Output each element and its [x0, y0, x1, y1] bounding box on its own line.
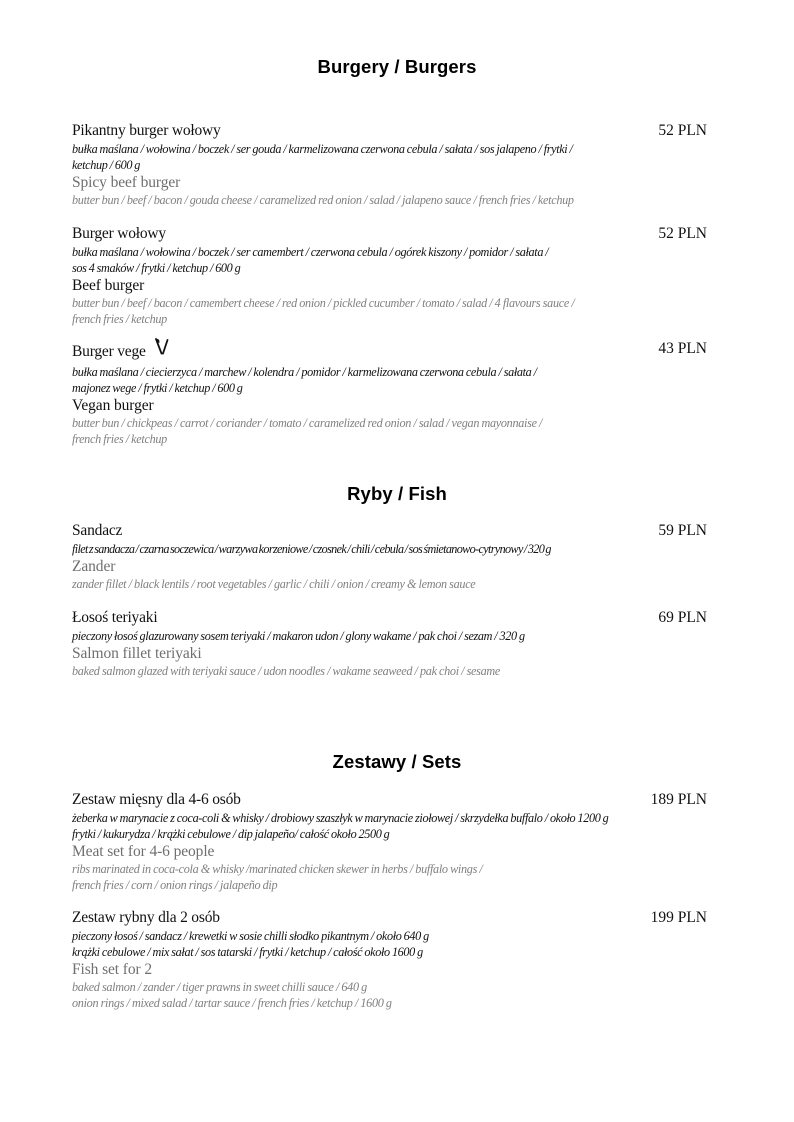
- vegan-icon: [155, 338, 169, 360]
- item-name: Burger vege: [72, 343, 146, 360]
- item-name-en: Zander: [72, 558, 116, 575]
- item-description-pl: bułka maślana / wołowina / boczek / ser camembert / czerwona cebula / ogórek kiszony / pomidor / sałata /: [72, 245, 549, 259]
- item-description-pl: ketchup / 600 g: [72, 158, 141, 172]
- item-description-en: french fries / corn / onion rings / jalapeño dip: [72, 878, 278, 892]
- menu-item-fish-set: [72, 909, 742, 1014]
- item-description-en: butter bun / beef / bacon / gouda cheese / caramelized red onion / salad / jalapeno sauce / french fries / ketchup: [72, 193, 574, 207]
- item-description-pl: pieczony łosoś glazurowany sosem teriyaki / makaron udon / glony wakame / pak choi / sezam / 320 g: [72, 629, 525, 643]
- item-description-en: french fries / ketchup: [72, 432, 167, 446]
- item-price: 199 PLN: [650, 909, 707, 926]
- item-description-en: baked salmon / zander / tiger prawns in sweet chilli sauce / 640 g: [72, 980, 367, 994]
- item-description-pl: majonez wege / frytki / ketchup / 600 g: [72, 381, 243, 395]
- item-description-pl: krążki cebulowe / mix sałat / sos tatarski / frytki / ketchup / całość około 1600 g: [72, 945, 423, 959]
- item-name-en: Beef burger: [72, 277, 145, 294]
- item-name: Zestaw rybny dla 2 osób: [72, 909, 220, 926]
- item-name-en: Spicy beef burger: [72, 174, 181, 191]
- item-name: Łosoś teriyaki: [72, 609, 158, 626]
- item-name: Zestaw mięsny dla 4-6 osób: [72, 791, 241, 808]
- item-description-pl: frytki / kukurydza / krążki cebulowe / dip jalapeño/ całość około 2500 g: [72, 827, 390, 841]
- menu-item-meat-set: [72, 791, 752, 896]
- item-description-en: zander fillet / black lentils / root vegetables / garlic / chili / onion / creamy & lemon sauce: [72, 577, 476, 591]
- item-name: Pikantny burger wołowy: [72, 122, 221, 139]
- item-description-en: baked salmon glazed with teriyaki sauce / udon noodles / wakame seaweed / pak choi / sesame: [72, 664, 500, 678]
- item-description-en: butter bun / beef / bacon / camembert cheese / red onion / pickled cucumber / tomato / salad / 4 flavours sauce /: [72, 296, 575, 310]
- item-name-row: [72, 343, 169, 361]
- item-description-en: onion rings / mixed salad / tartar sauce / french fries / ketchup / 1600 g: [72, 996, 392, 1010]
- menu-item-zander: [72, 522, 742, 594]
- item-name: Burger wołowy: [72, 225, 166, 242]
- item-description-pl: filet z sandacza / czarna soczewica / warzywa korzeniowe / czosnek / chili / cebula / sos śmietanowo-cytrynowy / 320 g: [72, 542, 551, 556]
- item-price: 43 PLN: [658, 340, 707, 357]
- item-description-en: french fries / ketchup: [72, 312, 167, 326]
- item-description-pl: bułka maślana / wołowina / boczek / ser gouda / karmelizowana czerwona cebula / sałata / sos jalapeno / frytki /: [72, 142, 573, 156]
- item-name-en: Fish set for 2: [72, 961, 152, 978]
- item-description-pl: sos 4 smaków / frytki / ketchup / 600 g: [72, 261, 241, 275]
- item-description-en: butter bun / chickpeas / carrot / coriander / tomato / caramelized red onion / salad / vegan mayonnaise /: [72, 416, 543, 430]
- item-name-en: Vegan burger: [72, 397, 154, 414]
- menu-item-spicy-beef-burger: [72, 122, 742, 212]
- item-name: Sandacz: [72, 522, 123, 539]
- item-price: 59 PLN: [658, 522, 707, 539]
- menu-item-vegan-burger: [72, 340, 742, 450]
- item-description-pl: bułka maślana / ciecierzyca / marchew / kolendra / pomidor / karmelizowana czerwona cebula / sałata /: [72, 365, 537, 379]
- item-name-en: Meat set for 4-6 people: [72, 843, 215, 860]
- item-price: 52 PLN: [658, 225, 707, 242]
- item-price: 189 PLN: [650, 791, 707, 808]
- item-price: 69 PLN: [658, 609, 707, 626]
- item-price: 52 PLN: [658, 122, 707, 139]
- item-description-pl: żeberka w marynacie z coca-coli & whisky / drobiowy szaszłyk w marynacie ziołowej / skrzydełka buffalo / około 1200 g: [72, 811, 609, 825]
- menu-item-salmon-teriyaki: [72, 609, 742, 681]
- menu-item-beef-burger: [72, 225, 742, 330]
- item-description-en: ribs marinated in coca-cola & whisky /marinated chicken skewer in herbs / buffalo wings /: [72, 862, 483, 876]
- section-title-fish: Ryby / Fish: [347, 483, 447, 504]
- item-description-pl: pieczony łosoś / sandacz / krewetki w sosie chilli słodko pikantnym / około 640 g: [72, 929, 429, 943]
- section-title-sets: Zestawy / Sets: [332, 751, 462, 772]
- item-name-en: Salmon fillet teriyaki: [72, 645, 202, 662]
- section-title-burgers: Burgery / Burgers: [317, 56, 477, 77]
